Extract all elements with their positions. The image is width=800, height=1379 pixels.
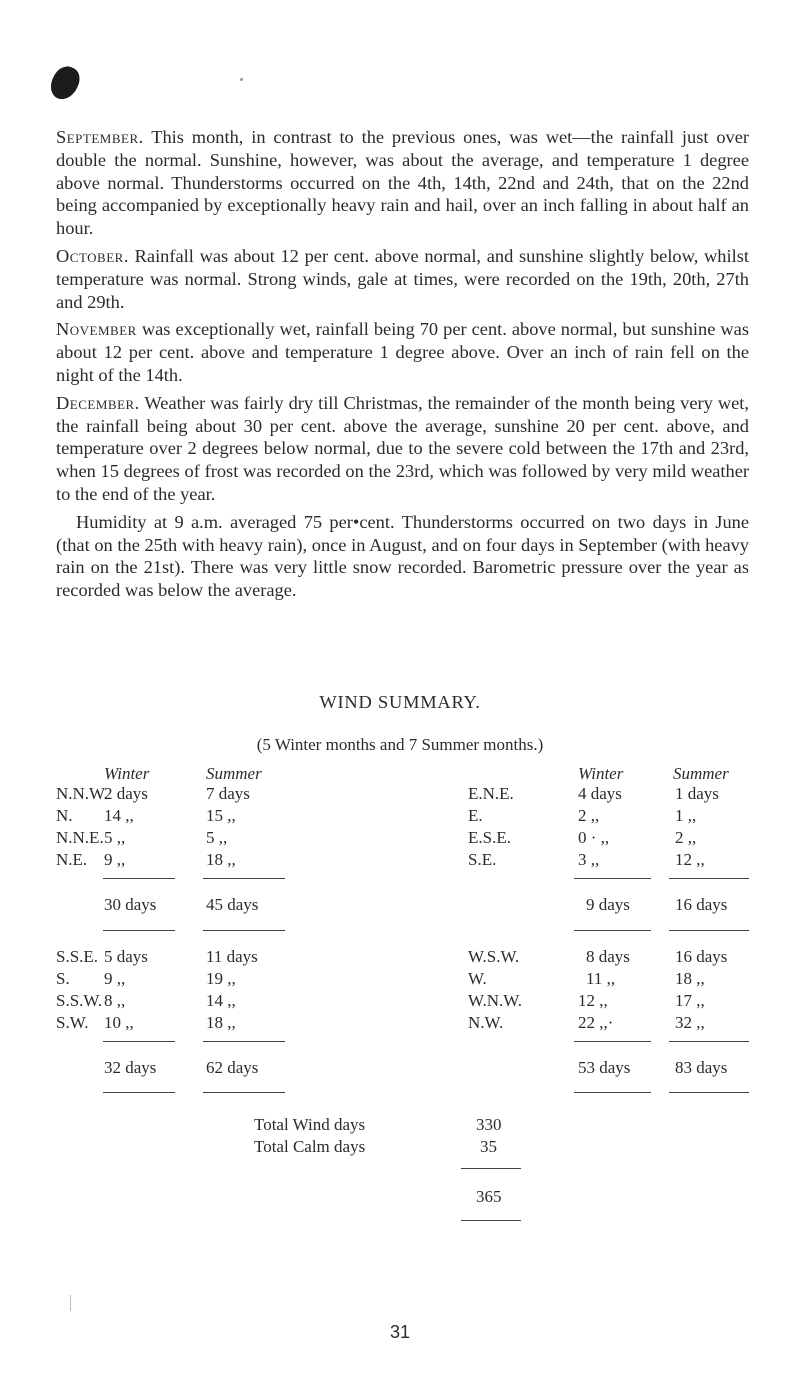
wind-winter: 22 ,,· bbox=[578, 1013, 614, 1032]
wind-winter: 8 ,, bbox=[104, 991, 126, 1010]
wind-dir: S.W. bbox=[56, 1013, 89, 1032]
wind-dir: S. bbox=[56, 969, 70, 988]
col-header-winter-left: Winter bbox=[104, 764, 150, 783]
wind-dir: N. bbox=[56, 806, 73, 825]
wind-summer: 17 ,, bbox=[675, 991, 705, 1010]
sum-rule bbox=[203, 1041, 285, 1042]
wind-summer: 5 ,, bbox=[206, 828, 228, 847]
wind-dir: W.N.W. bbox=[468, 991, 522, 1010]
wind-winter: 12 ,, bbox=[578, 991, 608, 1010]
sum-rule bbox=[574, 1041, 651, 1042]
total-summer: 16 days bbox=[675, 895, 728, 914]
paragraph-text: Rainfall was about 12 per cent. above normal, and sunshine slightly below, whilst temperature was normal. Strong winds, gale at times, were recorded on the 19th, 20th, 27th and 29th. bbox=[56, 245, 749, 312]
wind-summer: 16 days bbox=[675, 947, 728, 966]
sum-rule bbox=[203, 930, 285, 931]
wind-winter: 4 days bbox=[578, 784, 622, 803]
total-calm-label: Total Calm days bbox=[254, 1137, 366, 1156]
sum-rule bbox=[669, 1092, 749, 1093]
paragraph-text: Weather was fairly dry till Christmas, the remainder of the month being very wet, the rainfall being about 30 per cent. above the average, sunshine 20 per cent. above, and temperature over 2 degrees below normal, due to the severe cold between the 17th and 23rd, when 15 degrees of frost was recorded on the 23rd, which was followed by very mild weather to the end of the year. bbox=[56, 392, 749, 504]
wind-winter: 3 ,, bbox=[578, 850, 600, 869]
wind-winter: 5 ,, bbox=[104, 828, 126, 847]
sum-rule bbox=[574, 878, 651, 879]
wind-dir: N.E. bbox=[56, 850, 88, 869]
wind-summer: 2 ,, bbox=[675, 828, 697, 847]
wind-winter: 11 ,, bbox=[586, 969, 616, 988]
paragraph-october bbox=[56, 245, 749, 313]
wind-summer: 12 ,, bbox=[675, 850, 705, 869]
total-winter: 53 days bbox=[578, 1058, 631, 1077]
sum-rule bbox=[103, 1092, 175, 1093]
month-heading: December. bbox=[56, 392, 140, 413]
sum-rule bbox=[203, 1092, 285, 1093]
wind-dir: S.E. bbox=[468, 850, 497, 869]
sum-rule bbox=[669, 878, 749, 879]
wind-dir: E. bbox=[468, 806, 483, 825]
paragraph-text: Humidity at 9 a.m. averaged 75 per•cent. Thunderstorms occurred on two days in June (that on the 25th with heavy rain), once in August, and on four days in September (with heavy rain on the 21st). There was very little snow recorded. Barometric pressure over the year as recorded was below the average. bbox=[56, 511, 749, 601]
wind-winter: 2 days bbox=[104, 784, 148, 803]
wind-winter: 0 · ,, bbox=[578, 828, 610, 847]
wind-summer: 1 ,, bbox=[675, 806, 697, 825]
body-text bbox=[56, 126, 749, 602]
month-heading: November bbox=[56, 319, 137, 340]
wind-summer: 18 ,, bbox=[206, 850, 236, 869]
scan-mark bbox=[70, 1295, 71, 1311]
total-summer: 83 days bbox=[675, 1058, 728, 1077]
total-summer: 45 days bbox=[206, 895, 259, 914]
wind-summer: 19 ,, bbox=[206, 969, 236, 988]
wind-summer: 15 ,, bbox=[206, 806, 236, 825]
wind-winter: 9 ,, bbox=[104, 969, 126, 988]
total-wind-value: 330 bbox=[476, 1115, 502, 1134]
wind-dir: N.N.W. bbox=[56, 784, 108, 803]
sum-rule bbox=[103, 878, 175, 879]
paragraph-september bbox=[56, 126, 749, 240]
total-summer: 62 days bbox=[206, 1058, 259, 1077]
ink-speck bbox=[240, 78, 243, 81]
wind-winter: 5 days bbox=[104, 947, 148, 966]
wind-summary-subtitle: (5 Winter months and 7 Summer months.) bbox=[256, 735, 544, 754]
wind-dir: N.W. bbox=[468, 1013, 504, 1032]
paragraph-humidity bbox=[56, 511, 749, 602]
wind-winter: 8 days bbox=[586, 947, 630, 966]
total-winter: 32 days bbox=[104, 1058, 157, 1077]
total-wind-label: Total Wind days bbox=[254, 1115, 366, 1134]
wind-winter: 14 ,, bbox=[104, 806, 134, 825]
total-winter: 30 days bbox=[104, 895, 157, 914]
wind-dir: S.S.W. bbox=[56, 991, 103, 1010]
wind-dir: S.S.E. bbox=[56, 947, 99, 966]
sum-rule bbox=[103, 1041, 175, 1042]
col-header-summer-left: Summer bbox=[206, 764, 262, 783]
wind-summer: 18 ,, bbox=[675, 969, 705, 988]
month-heading: September. bbox=[56, 127, 144, 147]
wind-summary-title: WIND SUMMARY. bbox=[319, 692, 481, 712]
sum-rule bbox=[461, 1220, 521, 1221]
page-number: 31 bbox=[389, 1322, 411, 1342]
wind-summer: 11 days bbox=[206, 947, 258, 966]
sum-rule bbox=[203, 878, 285, 879]
sum-rule bbox=[574, 1092, 651, 1093]
wind-dir: N.N.E. bbox=[56, 828, 104, 847]
paragraph-text: was exceptionally wet, rainfall being 70 per cent. above normal, but sunshine was about 12 per cent. above and temperature 1 degree above. Over an inch of rain fell on the night of the 14th. bbox=[56, 319, 749, 385]
grand-total-value: 365 bbox=[476, 1187, 502, 1206]
sum-rule bbox=[103, 930, 175, 931]
wind-dir: E.S.E. bbox=[468, 828, 511, 847]
month-heading: October. bbox=[56, 245, 129, 266]
sum-rule bbox=[669, 930, 749, 931]
wind-dir: E.N.E. bbox=[468, 784, 514, 803]
wind-dir: W.S.W. bbox=[468, 947, 520, 966]
wind-dir: W. bbox=[468, 969, 487, 988]
wind-winter: 10 ,, bbox=[104, 1013, 134, 1032]
col-header-summer-right: Summer bbox=[673, 764, 729, 783]
sum-rule bbox=[574, 930, 651, 931]
col-header-winter-right: Winter bbox=[578, 764, 624, 783]
wind-winter: 9 ,, bbox=[104, 850, 126, 869]
wind-summer: 1 days bbox=[675, 784, 719, 803]
wind-winter: 2 ,, bbox=[578, 806, 600, 825]
paragraph-text: This month, in contrast to the previous ones, was wet—the rainfall just over double the normal. Sunshine, however, was about the average, and temperature 1 degree above normal. Thunderstorms occurred on the 4th, 14th, 22nd and 24th, that on the 22nd being accompanied by exceptionally heavy rain and hail, over an inch falling in about half an hour. bbox=[56, 127, 749, 239]
ink-blot bbox=[46, 62, 84, 104]
wind-summer: 14 ,, bbox=[206, 991, 236, 1010]
sum-rule bbox=[461, 1168, 521, 1169]
paragraph-november bbox=[56, 318, 749, 386]
wind-summer: 32 ,, bbox=[675, 1013, 705, 1032]
paragraph-december bbox=[56, 392, 749, 506]
wind-summer: 18 ,, bbox=[206, 1013, 236, 1032]
total-calm-value: 35 bbox=[480, 1137, 497, 1156]
sum-rule bbox=[669, 1041, 749, 1042]
total-winter: 9 days bbox=[586, 895, 630, 914]
wind-summer: 7 days bbox=[206, 784, 250, 803]
